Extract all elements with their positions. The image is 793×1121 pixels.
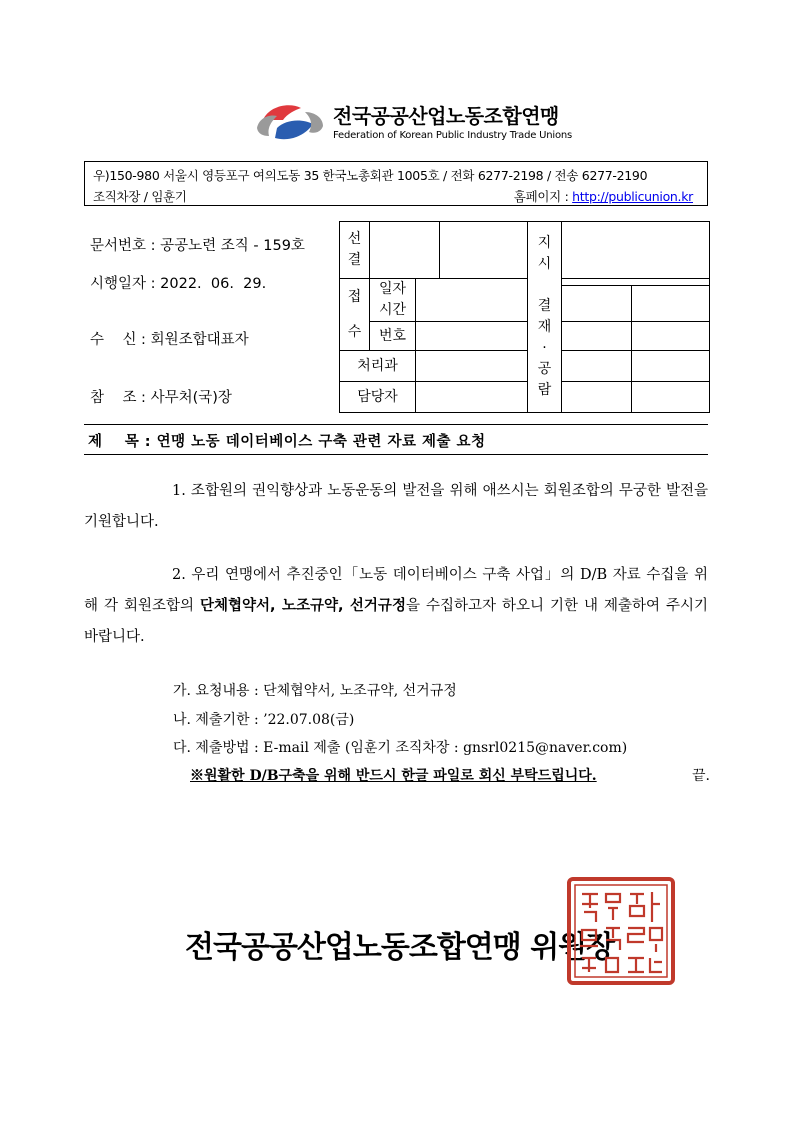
reference-value: 사무처(국)장 bbox=[150, 390, 232, 406]
doc-number bbox=[90, 234, 305, 255]
issue-date-value: 2022. 06. 29. bbox=[160, 276, 267, 292]
reference-label: 참 조 : bbox=[90, 390, 151, 406]
approval-cell bbox=[440, 222, 528, 279]
process-dept-label: 처리과 bbox=[340, 351, 416, 382]
doc-number-label: 문서번호 : bbox=[90, 238, 161, 254]
divider bbox=[84, 424, 708, 425]
approval-side-label: 결 재 · 공 람 bbox=[528, 286, 562, 413]
seon-gyeol-label: 선 결 bbox=[340, 222, 370, 279]
official-seal-icon bbox=[566, 876, 676, 986]
approval-cell bbox=[562, 351, 632, 382]
list-item-request: 가. 요청내용 : 단체협약서, 노조규약, 선거규정 bbox=[173, 683, 457, 699]
homepage bbox=[514, 187, 693, 205]
org-name-korean: 전국공공산업노동조합연맹 bbox=[333, 104, 559, 128]
recipient-label: 수 신 : bbox=[90, 332, 151, 348]
body-paragraph-2-a: 2. 우리 연맹에서 추진중인「노동 데이터베이스 구축 사업」의 D/B 자료 수집을 위해 각 회원조합의 bbox=[84, 567, 708, 614]
body-paragraph-2-bold: 단체협약서, 노조규약, 선거규정 bbox=[200, 598, 406, 614]
date-time-label: 일자 시간 bbox=[370, 279, 416, 322]
process-dept-value bbox=[416, 351, 528, 382]
approval-cell bbox=[562, 279, 710, 286]
approval-table bbox=[339, 221, 709, 411]
end-mark: 끝. bbox=[692, 768, 710, 784]
recipient-value: 회원조합대표자 bbox=[150, 332, 249, 348]
approval-cell bbox=[632, 382, 710, 413]
body-paragraph-2-b: 을 수집하고자 하오니 기한 내 제출하여 주시기 바랍니다. bbox=[84, 598, 708, 645]
org-name-english: Federation of Korean Public Industry Trade Unions bbox=[333, 130, 573, 141]
doc-number-value: 공공노련 조직 - 159호 bbox=[160, 238, 305, 254]
approval-cell bbox=[562, 322, 632, 351]
subject-line: 제 목 : 연맹 노동 데이터베이스 구축 관련 자료 제출 요청 bbox=[88, 434, 486, 450]
org-logo bbox=[255, 98, 573, 153]
issue-date bbox=[90, 272, 266, 293]
list-item-deadline: 나. 제출기한 : ’22.07.08(금) bbox=[173, 712, 355, 728]
divider bbox=[84, 454, 708, 455]
approval-cell bbox=[370, 222, 440, 279]
number-label: 번호 bbox=[370, 322, 416, 351]
approval-cell bbox=[632, 322, 710, 351]
list-item-method: 다. 제출방법 : E-mail 제출 (임훈기 조직차장 : gnsrl0215@naver.com) bbox=[173, 740, 628, 756]
address-line: 우)150-980 서울시 영등포구 여의도동 35 한국노총회관 1005호 / 전화 6277-2198 / 전송 6277-2190 bbox=[93, 168, 648, 183]
address-box bbox=[84, 161, 708, 206]
approval-cell bbox=[632, 286, 710, 322]
person-in-charge-value bbox=[416, 382, 528, 413]
number-value bbox=[416, 322, 528, 351]
body-paragraph-1: 1. 조합원의 권익향상과 노동운동의 발전을 위해 애쓰시는 회원조합의 무궁한 발전을 기원합니다. bbox=[84, 483, 708, 530]
ji-si-label: 지 시 bbox=[528, 222, 562, 286]
signature-title: 전국공공산업노동조합연맹 위원장 bbox=[185, 930, 615, 965]
approval-cell bbox=[562, 222, 710, 279]
issue-date-label: 시행일자 : bbox=[90, 276, 161, 292]
reference bbox=[90, 386, 232, 407]
homepage-label: 홈페이지 : bbox=[513, 189, 573, 204]
contact-person: 조직차장 / 임훈기 bbox=[93, 189, 187, 204]
person-in-charge-label: 담당자 bbox=[340, 382, 416, 413]
date-time-value bbox=[416, 279, 528, 322]
approval-cell bbox=[632, 351, 710, 382]
body-paragraph-2 bbox=[84, 560, 708, 653]
homepage-link[interactable]: http://publicunion.kr bbox=[572, 189, 693, 204]
approval-cell bbox=[562, 286, 632, 322]
jeop-su-label: 접 수 bbox=[340, 279, 370, 351]
federation-logo-icon bbox=[255, 98, 325, 150]
approval-cell bbox=[562, 382, 632, 413]
notice: ※원활한 D/B구축을 위해 반드시 한글 파일로 회신 부탁드립니다. bbox=[190, 768, 597, 784]
recipient bbox=[90, 328, 249, 349]
